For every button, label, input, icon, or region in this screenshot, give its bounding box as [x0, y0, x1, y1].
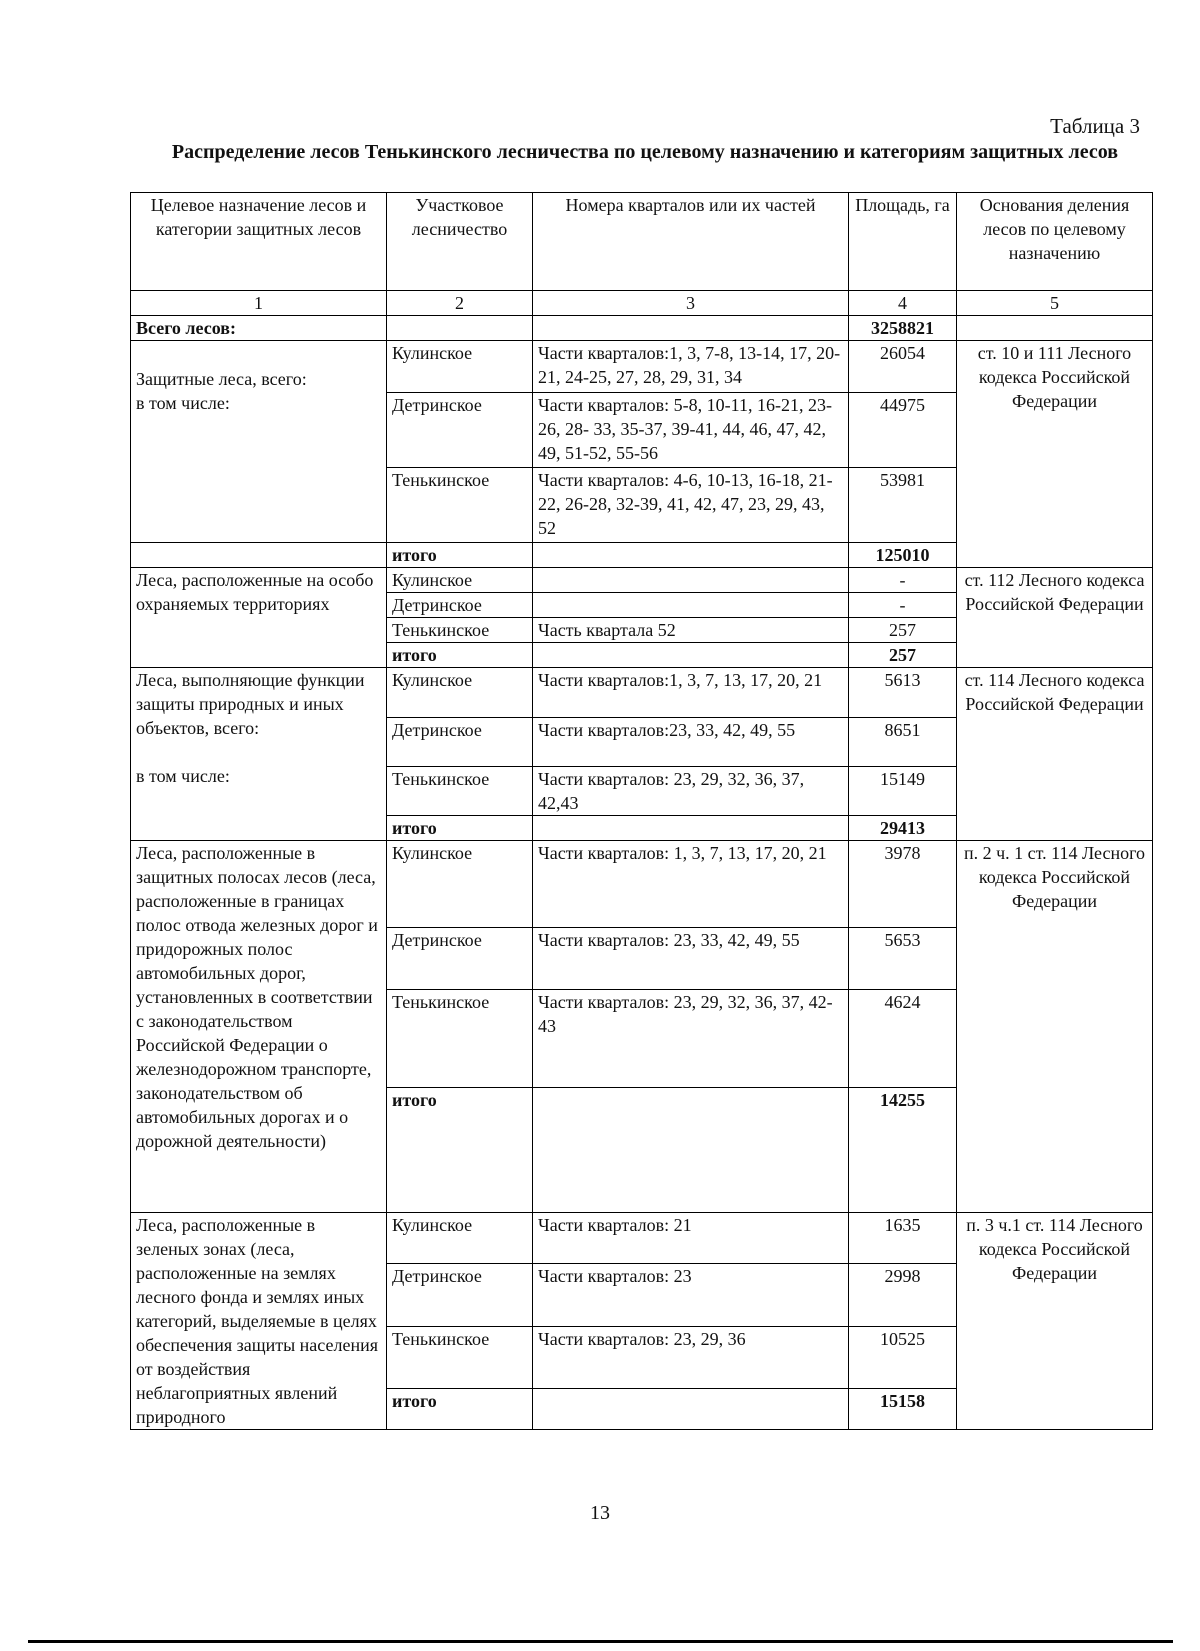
table-row [131, 1213, 1153, 1264]
grand-total-label: Всего лесов: [131, 316, 387, 341]
area-cell: 26054 [849, 341, 957, 393]
basis-cell: п. 2 ч. 1 ст. 114 Лесного кодекса Российской Федерации [957, 841, 1153, 1213]
category-sub-label: в том числе: [136, 393, 230, 413]
area-cell: 4624 [849, 990, 957, 1088]
area-cell: 5653 [849, 928, 957, 990]
quarters-cell: Части кварталов: 1, 3, 7, 13, 17, 20, 21 [533, 841, 849, 928]
table-row [131, 841, 1153, 928]
area-cell: 3978 [849, 841, 957, 928]
header-row [131, 193, 1153, 291]
area-cell: 5613 [849, 668, 957, 718]
quarters-cell: Части кварталов: 4-6, 10-13, 16-18, 21-22, 26-28, 32-39, 41, 42, 47, 23, 29, 43, 52 [533, 468, 849, 543]
quarters-cell: Части кварталов: 23, 29, 36 [533, 1326, 849, 1389]
category-sub-label: в том числе: [136, 766, 230, 786]
district-cell: Тенькинское [387, 618, 533, 643]
column-number: 5 [957, 291, 1153, 316]
district-cell: Тенькинское [387, 1326, 533, 1389]
basis-cell: ст. 112 Лесного кодекса Российской Федерации [957, 568, 1153, 668]
column-number: 2 [387, 291, 533, 316]
quarters-cell: Части кварталов: 23, 29, 32, 36, 37, 42-43 [533, 990, 849, 1088]
area-cell: - [849, 593, 957, 618]
area-cell: 257 [849, 618, 957, 643]
quarters-cell: Части кварталов: 5-8, 10-11, 16-21, 23-26, 28- 33, 35-37, 39-41, 44, 46, 47, 42, 49, 51-52, 55-56 [533, 393, 849, 468]
subtotal-label: итого [387, 1389, 533, 1430]
table-row [131, 668, 1153, 718]
quarters-cell: Части кварталов: 23 [533, 1263, 849, 1326]
basis-cell: ст. 10 и 111 Лесного кодекса Российской Федерации [957, 341, 1153, 568]
table-label: Таблица 3 [1050, 114, 1140, 138]
subtotal-label: итого [387, 1088, 533, 1213]
subtotal-label: итого [387, 816, 533, 841]
quarters-cell: Части кварталов: 21 [533, 1213, 849, 1264]
subtotal-area: 15158 [849, 1389, 957, 1430]
quarters-cell: Части кварталов: 23, 33, 42, 49, 55 [533, 928, 849, 990]
category-protected-areas: Леса, расположенные на особо охраняемых территориях [131, 568, 387, 668]
area-cell: 44975 [849, 393, 957, 468]
district-cell: Кулинское [387, 341, 533, 393]
area-cell: 15149 [849, 767, 957, 816]
quarters-cell [533, 593, 849, 618]
district-cell: Кулинское [387, 668, 533, 718]
category-protective [131, 341, 387, 543]
quarters-cell: Часть квартала 52 [533, 618, 849, 643]
subtotal-area: 125010 [849, 543, 957, 568]
basis-cell: ст. 114 Лесного кодекса Российской Федерации [957, 668, 1153, 841]
district-cell: Тенькинское [387, 990, 533, 1088]
column-number: 3 [533, 291, 849, 316]
column-number: 4 [849, 291, 957, 316]
category-protective-strips: Леса, расположенные в защитных полосах лесов (леса, расположенные в границах полос отвода железных дорог и придорожных полос автомобильных дорог, установленных в соответствии с законодательством Российской Федерации о железнодорожном транспорте, законодательством об автомобильных дорогах и о дорожной деятельности) [131, 841, 387, 1213]
district-cell: Детринское [387, 593, 533, 618]
quarters-cell: Части кварталов:1, 3, 7, 13, 17, 20, 21 [533, 668, 849, 718]
forest-distribution-table [130, 192, 1153, 1430]
area-cell: 2998 [849, 1263, 957, 1326]
district-cell: Детринское [387, 928, 533, 990]
district-cell: Кулинское [387, 841, 533, 928]
column-number-row [131, 291, 1153, 316]
header-quarters: Номера кварталов или их частей [533, 193, 849, 291]
subtotal-area: 14255 [849, 1088, 957, 1213]
column-number: 1 [131, 291, 387, 316]
area-cell: 10525 [849, 1326, 957, 1389]
quarters-cell: Части кварталов:23, 33, 42, 49, 55 [533, 718, 849, 767]
table-row [131, 568, 1153, 593]
district-cell: Детринское [387, 1263, 533, 1326]
district-cell: Кулинское [387, 568, 533, 593]
subtotal-area: 257 [849, 643, 957, 668]
grand-total-row [131, 316, 1153, 341]
district-cell: Детринское [387, 393, 533, 468]
area-cell: 8651 [849, 718, 957, 767]
area-cell: - [849, 568, 957, 593]
district-cell: Детринское [387, 718, 533, 767]
header-category: Целевое назначение лесов и категории защитных лесов [131, 193, 387, 291]
category-label: Леса, выполняющие функции защиты природных и иных объектов, всего: [136, 670, 365, 738]
page-number: 13 [590, 1502, 610, 1524]
category-object-protection [131, 668, 387, 841]
district-cell: Тенькинское [387, 767, 533, 816]
subtotal-label: итого [387, 543, 533, 568]
header-basis: Основания деления лесов по целевому назначению [957, 193, 1153, 291]
subtotal-area: 29413 [849, 816, 957, 841]
category-green-zones: Леса, расположенные в зеленых зонах (леса, расположенные на землях лесного фонда и землях иных категорий, выделяемые в целях обеспечения защиты населения от воздействия неблагоприятных явлений природного [131, 1213, 387, 1430]
basis-cell: п. 3 ч.1 ст. 114 Лесного кодекса Российской Федерации [957, 1213, 1153, 1430]
table-row [131, 341, 1153, 393]
header-district: Участковое лесничество [387, 193, 533, 291]
quarters-cell: Части кварталов:1, 3, 7-8, 13-14, 17, 20-21, 24-25, 27, 28, 29, 31, 34 [533, 341, 849, 393]
area-cell: 53981 [849, 468, 957, 543]
footer-rule [28, 1640, 1173, 1643]
subtotal-label: итого [387, 643, 533, 668]
district-cell: Кулинское [387, 1213, 533, 1264]
quarters-cell [533, 568, 849, 593]
district-cell: Тенькинское [387, 468, 533, 543]
quarters-cell: Части кварталов: 23, 29, 32, 36, 37, 42,43 [533, 767, 849, 816]
header-area: Площадь, га [849, 193, 957, 291]
area-cell: 1635 [849, 1213, 957, 1264]
category-label: Защитные леса, всего: [136, 369, 307, 389]
document-title: Распределение лесов Тенькинского лесничества по целевому назначению и категориям защитных лесов [171, 141, 1119, 163]
grand-total-area: 3258821 [849, 316, 957, 341]
